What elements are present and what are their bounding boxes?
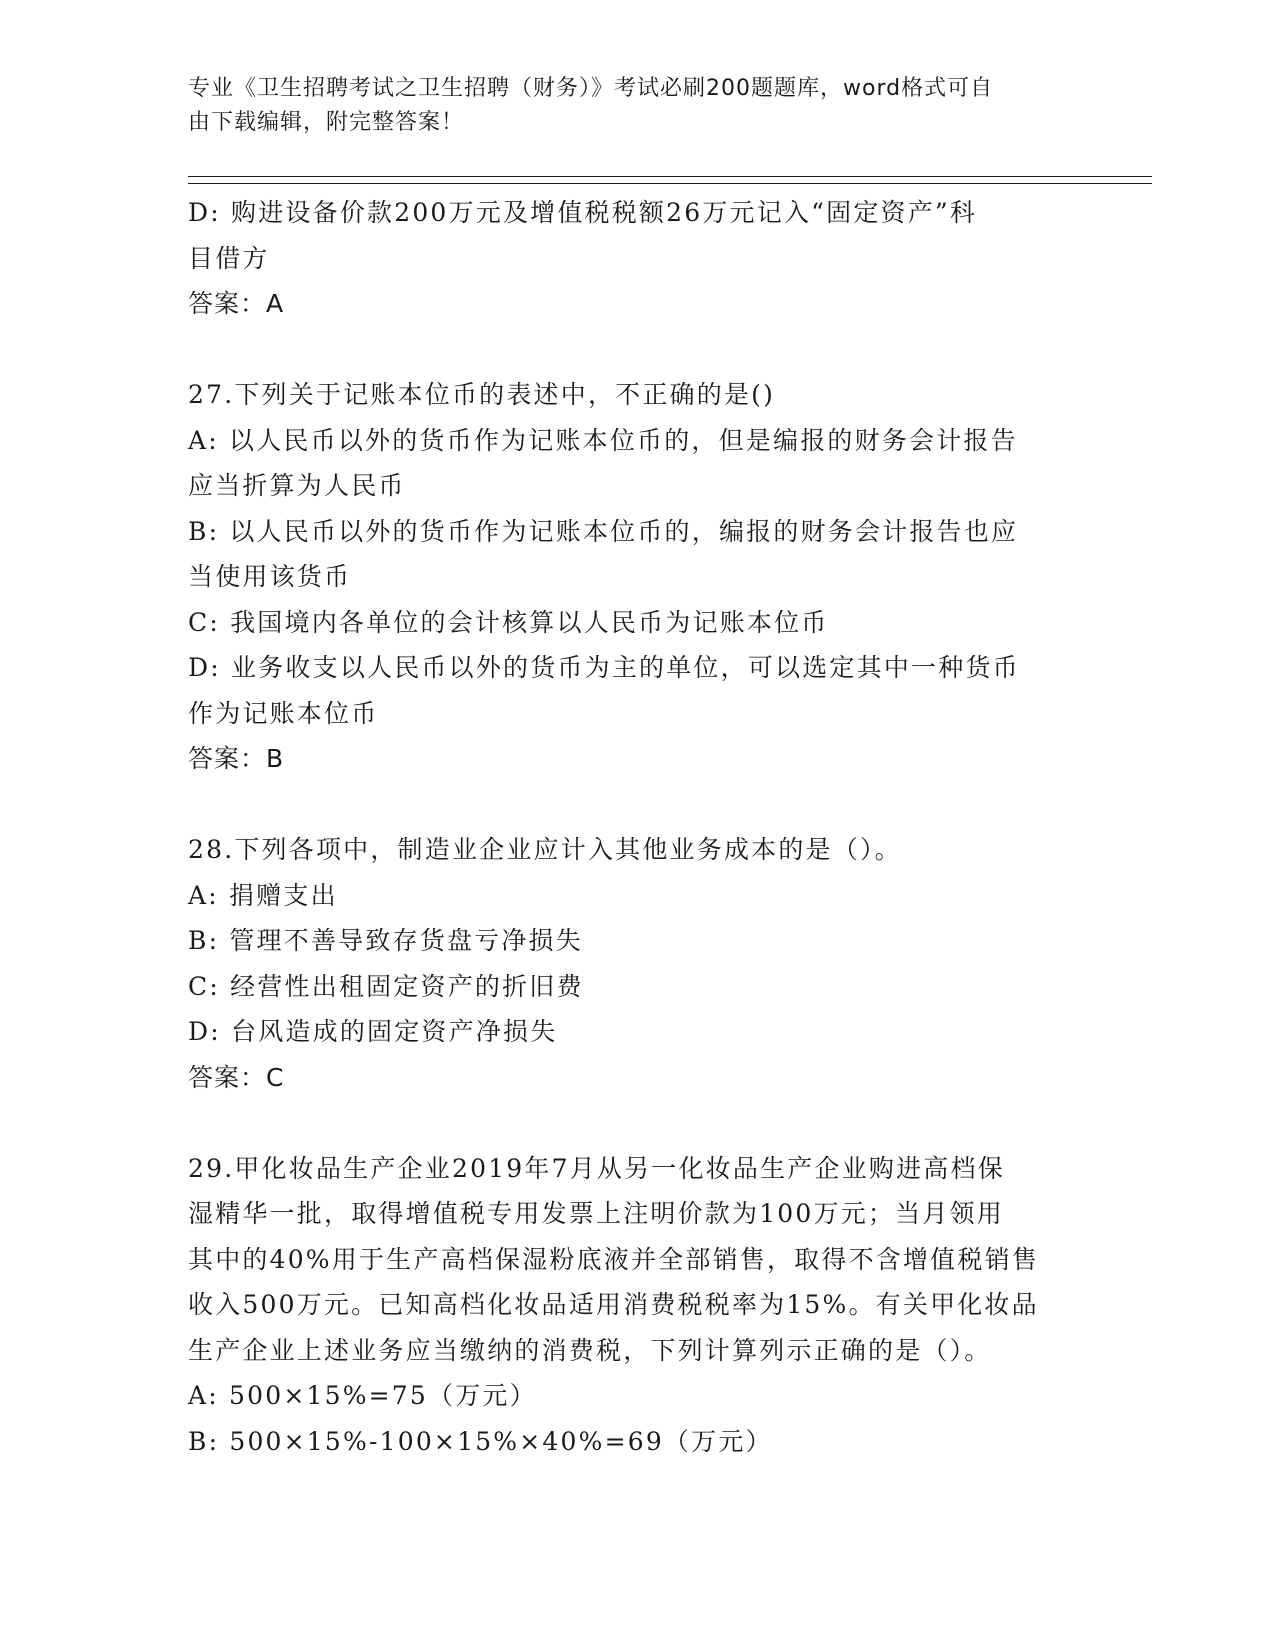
question-stem-line-1: 29.甲化妆品生产企业2019年7月从另一化妆品生产企业购进高档保 — [188, 1153, 1005, 1183]
option-a-line-1: A: 以人民币以外的货币作为记账本位币的，但是编报的财务会计报告 — [188, 425, 1018, 455]
option-d-line-2: 目借方 — [188, 243, 270, 273]
answer-label: 答案：A — [188, 289, 285, 318]
option-c: C: 我国境内各单位的会计核算以人民币为记账本位币 — [188, 607, 829, 637]
header-line-1: 专业《卫生招聘考试之卫生招聘（财务）》考试必刷200题题库，word格式可自 — [188, 76, 994, 101]
spacer — [188, 782, 1088, 828]
option-d-line-1: D: 购进设备价款200万元及增值税税额26万元记入“固定资产”科 — [188, 198, 978, 227]
option-d-line-2: 作为记账本位币 — [188, 698, 379, 728]
option-c: C: 经营性出租固定资产的折旧费 — [188, 971, 584, 1001]
question-stem-line-2: 湿精华一批，取得增值税专用发票上注明价款为100万元；当月领用 — [188, 1199, 1004, 1228]
header-line-2: 由下载编辑，附完整答案！ — [188, 110, 465, 135]
prev-question-block — [188, 190, 1088, 327]
option-d: D: 台风造成的固定资产净损失 — [188, 1017, 558, 1046]
option-b-line-1: B: 以人民币以外的货币作为记账本位币的，编报的财务会计报告也应 — [188, 516, 1019, 546]
option-a-line-2: 应当折算为人民币 — [188, 471, 406, 500]
question-stem-line-3: 其中的40%用于生产高档保湿粉底液并全部销售，取得不含增值税销售 — [188, 1244, 1039, 1274]
question-27 — [188, 372, 1088, 782]
option-b-line-2: 当使用该货币 — [188, 562, 352, 591]
question-29 — [188, 1146, 1088, 1465]
question-28 — [188, 827, 1088, 1100]
question-stem: 27.下列关于记账本位币的表述中，不正确的是() — [188, 380, 776, 409]
option-d-line-1: D: 业务收支以人民币以外的货币为主的单位，可以选定其中一种货币 — [188, 653, 1020, 682]
spacer — [188, 327, 1088, 373]
header-rule-bottom — [188, 183, 1152, 184]
option-b: B: 500×15%-100×15%×40%=69（万元） — [188, 1426, 773, 1456]
question-stem: 28.下列各项中，制造业企业应计入其他业务成本的是（）。 — [188, 835, 902, 864]
answer-label: 答案：B — [188, 744, 285, 773]
option-b: B: 管理不善导致存货盘亏净损失 — [188, 926, 583, 955]
spacer — [188, 1100, 1088, 1146]
document-header — [188, 72, 1068, 140]
option-a: A: 捐赠支出 — [188, 880, 338, 910]
document-body — [188, 190, 1088, 1464]
question-stem-line-4: 收入500万元。已知高档化妆品适用消费税税率为15%。有关甲化妆品 — [188, 1290, 1039, 1319]
question-stem-line-5: 生产企业上述业务应当缴纳的消费税，下列计算列示正确的是（）。 — [188, 1335, 992, 1365]
header-rule-top — [188, 176, 1152, 177]
option-a: A: 500×15%=75（万元） — [188, 1381, 537, 1410]
answer-label: 答案：C — [188, 1062, 285, 1092]
